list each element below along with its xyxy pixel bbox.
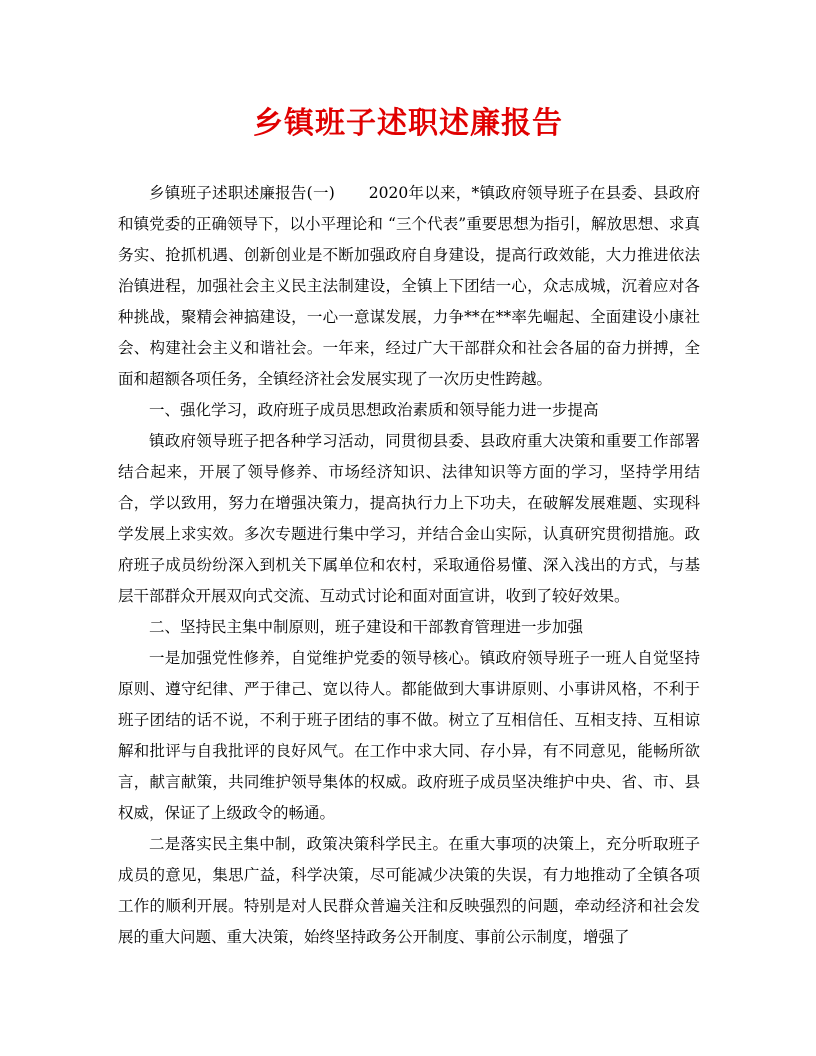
section2-paragraph-1: 一是加强党性修养，自觉维护党委的领导核心。镇政府领导班子一班人自觉坚持原则、遵守纪律、严于律己、宽以待人。都能做到大事讲原则、小事讲风格，不利于班子团结的话不说，不利于班子团结的事不做。树立了互相信任、互相支持、互相谅解和批评与自我批评的良好风气。在工作中求大同、存小异，有不同意见，能畅所欲言，献言献策，共同维护领导集体的权威。政府班子成员坚决维护中央、省、市、县权威，保证了上级政令的畅通。 (118, 649, 700, 822)
document-body (118, 178, 700, 953)
intro-paragraph (118, 178, 700, 395)
document-title: 乡镇班子述职述廉报告 (253, 106, 563, 141)
section2-paragraph-2: 二是落实民主集中制，政策决策科学民主。在重大事项的决策上，充分听取班子成员的意见，集思广益，科学决策，尽可能减少决策的失误，有力地推动了全镇各项工作的顺利开展。特别是对人民群众普遍关注和反映强烈的问题，牵动经济和社会发展的重大问题、重大决策，始终坚持政务公开制度、事前公示制度，增强了 (118, 835, 700, 946)
intro-label: 乡镇班子述职述廉报告(一) (149, 184, 335, 202)
section1-paragraph-1: 镇政府领导班子把各种学习活动，同贯彻县委、县政府重大决策和重要工作部署结合起来，开展了领导修养、市场经济知识、法律知识等方面的学习，坚持学用结合，学以致用，努力在增强决策力，提高执行力上下功夫，在破解发展难题、实现科学发展上求实效。多次专题进行集中学习，并结合金山实际，认真研究贯彻措施。政府班子成员纷纷深入到机关下属单位和农村，采取通俗易懂、深入浅出的方式，与基层干部群众开展双向式交流、互动式讨论和面对面宣讲，收到了较好效果。 (118, 432, 700, 605)
section1-heading: 一、强化学习，政府班子成员思想政治素质和领导能力进一步提高 (149, 401, 599, 419)
section2-heading: 二、坚持民主集中制原则，班子建设和干部教育管理进一步加强 (149, 618, 584, 636)
intro-text: 2020年以来，*镇政府领导班子在县委、县政府和镇党委的正确领导下，以小平理论和 “三个代表”重要思想为指引，解放思想、求真务实、抢抓机遇、创新创业是不断加强政府自身建设，提高行政效能，大力推进依法治镇进程，加强社会主义民主法制建设，全镇上下团结一心，众志成城，沉着应对各种挑战，聚精会神搞建设，一心一意谋发展，力争**在**率先崛起、全面建设小康社会、构建社会主义和谐社会。一年来，经过广大干部群众和社会各届的奋力拼搏，全面和超额各项任务，全镇经济社会发展实现了一次历史性跨越。 (118, 184, 700, 388)
